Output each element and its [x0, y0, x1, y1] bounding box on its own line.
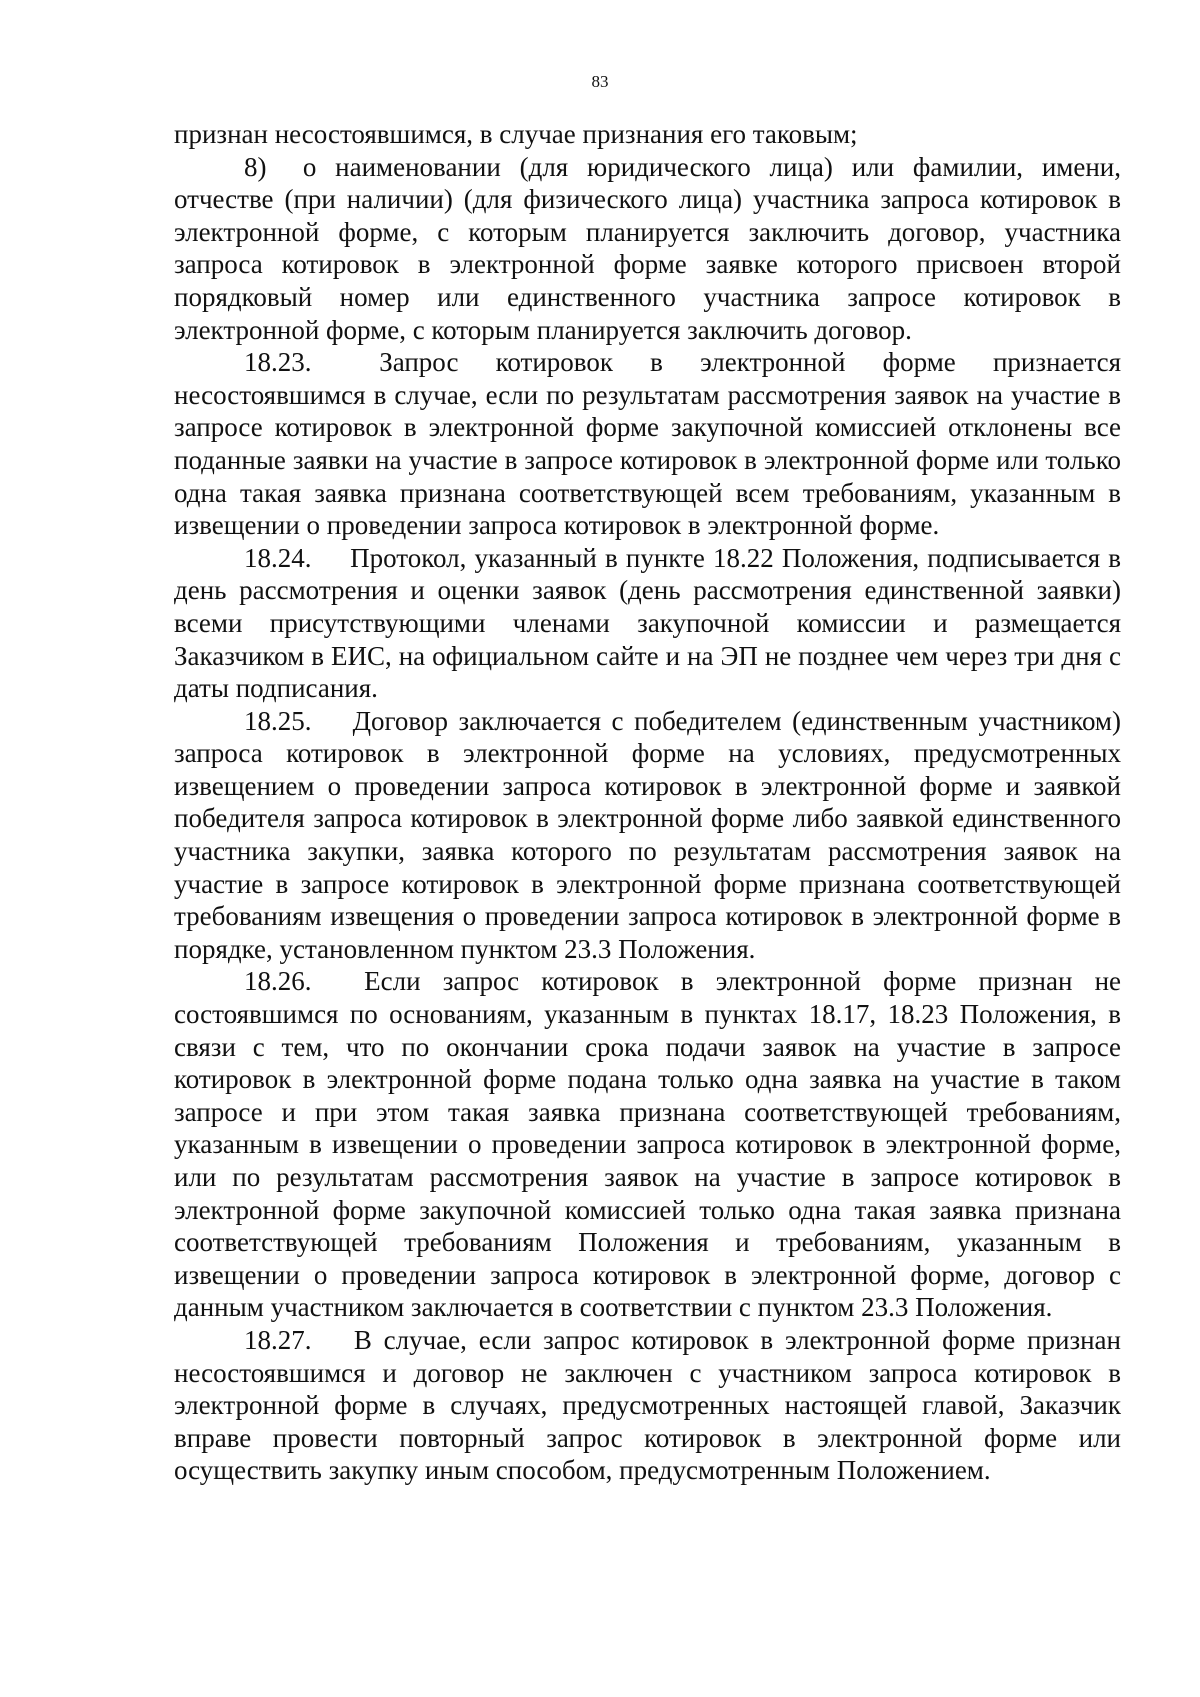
clause-number: 18.26.	[244, 966, 312, 997]
paragraph-text: Если запрос котировок в электронной форме признан не состоявшимся по основаниям, указанным в пунктах 18.17, 18.23 Положения, в связи с тем, что по окончании срока подачи заявок на участие в запросе котировок в электронной форме подана только одна заявка на участие в таком запросе и при этом такая заявка признана соответствующей требованиям, указанным в извещении о проведении запроса котировок в электронной форме, или по результатам рассмотрения заявок на участие в запросе котировок в электронной форме закупочной комиссией только одна такая заявка признана соответствующей требованиям Положения и требованиям, указанным в извещении о проведении запроса котировок в электронной форме, договор с данным участником заключается в соответствии с пунктом 23.3 Положения.	[174, 966, 1122, 1323]
paragraph-18-27	[174, 1324, 1121, 1487]
paragraph-text: Протокол, указанный в пункте 18.22 Положения, подписывается в день рассмотрения и оценки заявок (день рассмотрения единственной заявки) всеми присутствующими членами закупочной комиссии и размещается Заказчиком в ЕИС, на официальном сайте и на ЭП не позднее чем через три дня с даты подписания.	[174, 542, 1122, 704]
clause-number: 18.24.	[244, 542, 312, 573]
document-body	[174, 118, 1121, 1487]
paragraph-text: о наименовании (для юридического лица) или фамилии, имени, отчестве (при наличии) (для физического лица) участника запроса котировок в электронной форме, с которым планируется заключить договор, участника запроса котировок в электронной форме заявке которого присвоен второй порядковый номер или единственного участника запросе котировок в электронной форме, с которым планируется заключить договор.	[174, 151, 1121, 345]
clause-number: 18.25.	[244, 705, 312, 736]
page-number: 83	[591, 72, 609, 91]
paragraph-text: В случае, если запрос котировок в электронной форме признан несостоявшимся и договор не заключен с участником запроса котировок в электронной форме в случаях, предусмотренных настоящей главой, Заказчик вправе провести повторный запрос котировок в электронной форме или осуществить закупку иным способом, предусмотренным Положением.	[174, 1324, 1121, 1486]
paragraph-18-23	[174, 346, 1121, 542]
paragraph-text: Запрос котировок в электронной форме признается несостоявшимся в случае, если по результатам рассмотрения заявок на участие в запросе котировок в электронной форме закупочной комиссией отклонены все поданные заявки на участие в запросе котировок в электронной форме или только одна такая заявка признана соответствующей всем требованиям, указанным в извещении о проведении запроса котировок в электронной форме.	[174, 347, 1121, 541]
paragraph-18-26	[174, 965, 1121, 1324]
paragraph-text: признан несостоявшимся, в случае признания его таковым;	[174, 119, 858, 149]
clause-number: 18.23.	[244, 347, 312, 378]
item-number: 8)	[244, 151, 267, 182]
paragraph-18-25	[174, 705, 1121, 966]
clause-number: 18.27.	[244, 1324, 312, 1355]
paragraph-18-24	[174, 542, 1121, 705]
paragraph-continuation	[174, 118, 1121, 151]
paragraph-text: Договор заключается с победителем (единственным участником) запроса котировок в электронной форме на условиях, предусмотренных извещением о проведении запроса котировок в электронной форме и заявкой победителя запроса котировок в электронной форме либо заявкой единственного участника закупки, заявка которого по результатам рассмотрения заявок на участие в запросе котировок в электронной форме признана соответствующей требованиям извещения о проведении запроса котировок в электронной форме в порядке, установленном пунктом 23.3 Положения.	[174, 705, 1122, 964]
paragraph-item-8	[174, 151, 1121, 347]
